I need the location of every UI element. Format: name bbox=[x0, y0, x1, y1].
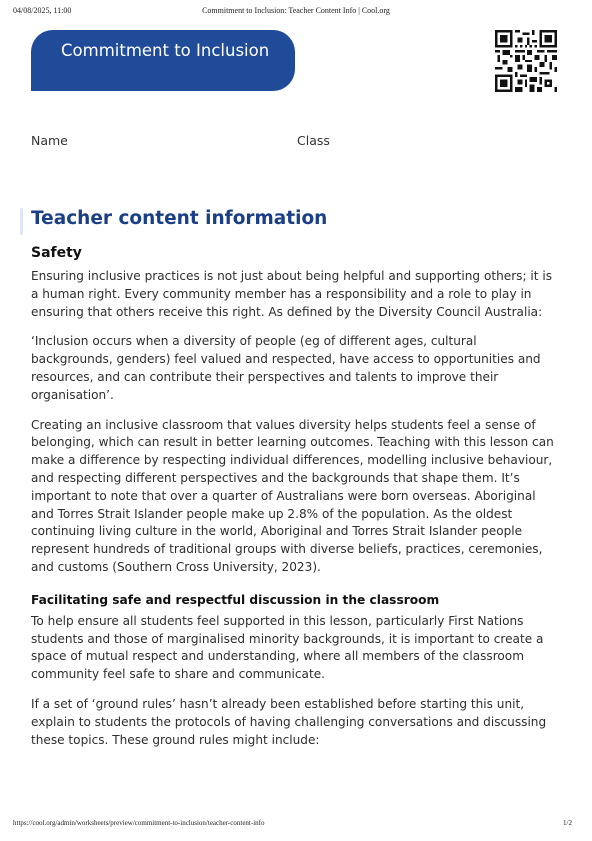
discussion-heading: Facilitating safe and respectful discussion in the classroom bbox=[31, 592, 440, 607]
safety-heading: Safety bbox=[31, 245, 82, 261]
title-banner bbox=[31, 30, 295, 91]
banner-title: Commitment to Inclusion bbox=[61, 41, 270, 60]
teacher-content-section bbox=[31, 207, 561, 761]
print-page-title: Commitment to Inclusion: Teacher Content Info | Cool.org bbox=[202, 6, 390, 15]
name-label: Name bbox=[31, 133, 68, 148]
paragraph-intro: Ensuring inclusive practices is not just about being helpful and supporting others; it is a human right. Every community member has a responsibility and a role to play in ensuring that others receive this right. As defined by the Diversity Council Australia: bbox=[31, 269, 552, 319]
paragraph-ground-rules: If a set of ‘ground rules’ hasn’t already been established before starting this unit, explain to students the protocols of having challenging conversations and discussing these topics. These ground rules might include: bbox=[31, 696, 547, 747]
print-header bbox=[13, 6, 579, 18]
print-footer bbox=[13, 819, 572, 831]
paragraph-quote: ‘Inclusion occurs when a diversity of people (eg of different ages, cultural backgrounds, genders) feel valued and respected, have access to opportunities and resources, and can contribute their perspectives and talents to improve their organisation’. bbox=[31, 334, 541, 402]
heading-accent-bar bbox=[20, 208, 23, 235]
page-number: 1/2 bbox=[563, 819, 572, 827]
print-datetime: 04/08/2025, 11:00 bbox=[13, 6, 72, 15]
qr-code-icon bbox=[495, 30, 557, 92]
paragraph-classroom: Creating an inclusive classroom that values diversity helps students feel a sense of belonging, which can result in better learning outcomes. Teaching with this lesson can make a difference by respecting individual differences, modelling inclusive behaviour, and respecting different perspectives and the backgrounds that shape them. It’s important to note that over a quarter of Australians were born overseas. Aboriginal and Torres Strait Islander people make up 2.8% of the population. As the oldest continuing living culture in the world, Aboriginal and Torres Strait Islander people represent hundreds of traditional groups with diverse beliefs, practices, ceremonies, and customs (Southern Cross University, 2023). bbox=[31, 417, 554, 574]
paragraph-support: To help ensure all students feel supported in this lesson, particularly First Nations students and those of marginalised minority backgrounds, it is important to create a space of mutual respect and understanding, where all members of the classroom community feel safe to share and communicate. bbox=[31, 613, 544, 682]
print-url: https://cool.org/admin/worksheets/preview/commitment-to-inclusion/teacher-content-info bbox=[13, 819, 265, 827]
class-label: Class bbox=[297, 133, 330, 148]
section-heading: Teacher content information bbox=[31, 208, 328, 229]
